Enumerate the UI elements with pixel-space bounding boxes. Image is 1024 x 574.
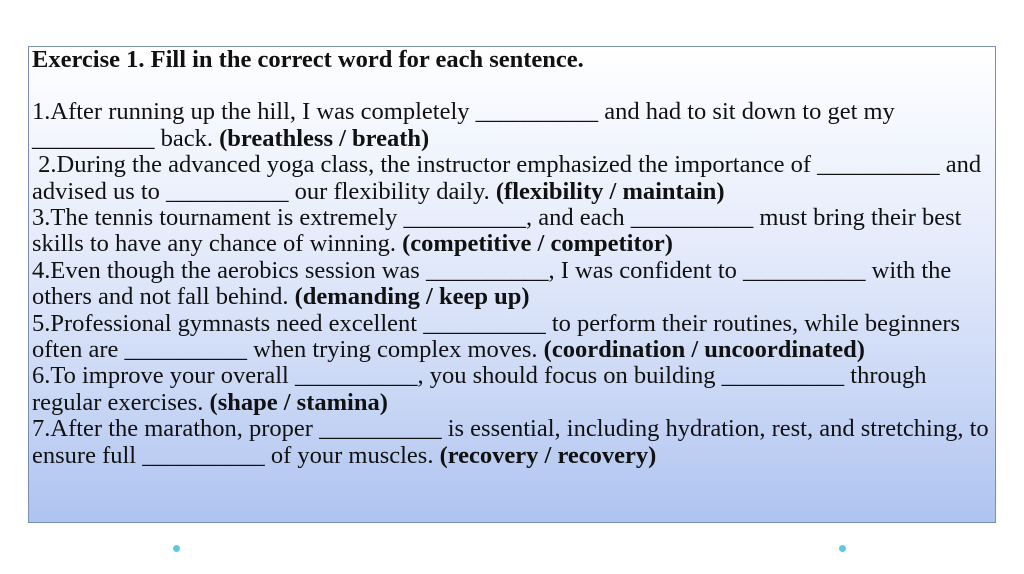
sentence-4 xyxy=(32,258,991,311)
exercise-box xyxy=(28,46,996,523)
word-hint: (recovery / recovery) xyxy=(439,441,657,469)
exercise-title: Exercise 1. Fill in the correct word for each sentence. xyxy=(32,46,584,73)
sentence-text: 2.During the advanced yoga class, the instructor emphasized the importance of __________ and advised us to __________ our flexibility daily. xyxy=(32,151,988,205)
word-hint: (competitive / competitor) xyxy=(402,230,673,258)
word-hint: (breathless / breath) xyxy=(219,124,430,152)
sentence-6 xyxy=(32,363,991,416)
word-hint: (demanding / keep up) xyxy=(294,283,530,311)
sentence-text: 4.Even though the aerobics session was __________, I was confident to __________ with the others and not fall behind. xyxy=(32,256,952,311)
sentence-text: 6.To improve your overall __________, you should focus on building __________ through regular exercises. xyxy=(32,362,927,416)
sentence-text: 3.The tennis tournament is extremely __________, and each __________ must bring their best skills to have any chance of winning. xyxy=(32,204,962,258)
sentence-5 xyxy=(32,311,991,364)
sentence-text: 5.Professional gymnasts need excellent __________ to perform their routines, while beginners often are __________ when trying complex moves. xyxy=(32,309,961,364)
word-hint: (flexibility / maintain) xyxy=(495,177,725,205)
sentence-1 xyxy=(32,99,991,152)
decorative-dot-right xyxy=(839,545,846,552)
sentence-7 xyxy=(32,416,991,469)
sentence-2 xyxy=(32,152,991,205)
word-hint: (coordination / uncoordinated) xyxy=(543,336,865,364)
spacer xyxy=(32,73,991,99)
sentence-text: 7.After the marathon, proper __________ is essential, including hydration, rest, and stretching, to ensure full __________ of your muscles. xyxy=(32,415,989,469)
word-hint: (shape / stamina) xyxy=(209,388,388,416)
sentence-3 xyxy=(32,205,991,258)
sentence-text: 1.After running up the hill, I was completely __________ and had to sit down to get my __________ back. xyxy=(32,98,895,152)
decorative-dot-left xyxy=(173,545,180,552)
